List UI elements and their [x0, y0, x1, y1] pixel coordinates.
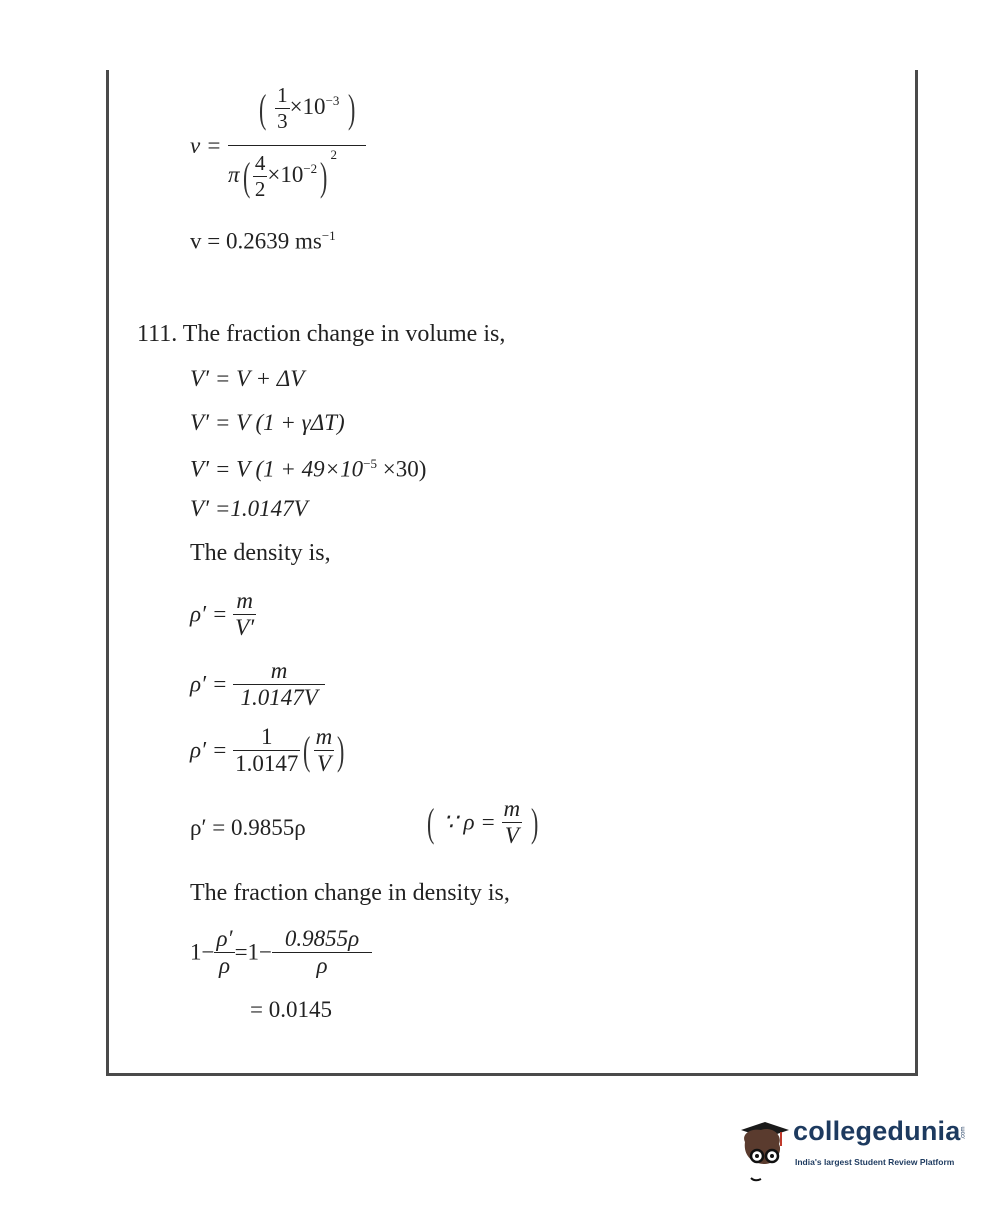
brand-name: collegedunia	[793, 1116, 961, 1146]
num-frac-num: 1	[277, 83, 288, 107]
eq-volume-4: V′ =1.0147V	[190, 496, 308, 521]
num-tail: ×10	[289, 93, 326, 119]
density-text: The density is,	[190, 540, 331, 566]
since-note: ( ∵ ρ = $\frac{m}{V}$ )	[426, 796, 539, 848]
v-denominator: π( $\frac{4}{2}$ $\times 10^{-2}$) $^2$	[228, 147, 338, 201]
den-pi: π	[228, 161, 240, 187]
v-lhs: v =	[190, 133, 222, 158]
den-frac-den: 2	[254, 177, 266, 201]
fraction-change-result: = 0.0145	[250, 997, 332, 1022]
rho-eq-2: ρ′ = $\frac{m}{1.0147V}$	[190, 658, 325, 711]
fraction-change-text: The fraction change in density is,	[190, 880, 510, 906]
den-tail: ×10	[267, 161, 304, 187]
den-power: 2	[330, 147, 338, 163]
rho-eq-4: ρ′ = 0.9855ρ	[190, 815, 306, 840]
v-fraction-bar	[228, 145, 366, 146]
brand-tagline: India's largest Student Review Platform	[795, 1157, 955, 1167]
fraction-change-eq: 1− $\frac{\rho'}{\rho}$ =1− $\frac{0.9855\rho}{\rho}$	[190, 926, 372, 979]
eq-volume-1: V′ = V + ΔV	[190, 366, 305, 391]
rho-eq-3: ρ′ = $\frac{1}{1.0147}$ ( $\frac{m}{V}$ )	[190, 724, 345, 776]
eq-volume-3: V′ = V $(1 + 49\times 10^{-5} \times 30)$	[190, 456, 427, 482]
eq-volume-2: V′ = V (1 + γΔT)	[190, 410, 345, 435]
num-frac-den: 3	[277, 109, 288, 133]
rho-eq-1: ρ′ = $\frac{m}{V'}$	[190, 588, 255, 640]
q111-heading: 111. The fraction change in volume is,	[137, 321, 506, 347]
brand-com: .com	[960, 1126, 967, 1140]
num-exp: −3	[325, 93, 340, 109]
den-frac-num: 4	[254, 151, 266, 175]
den-exp: −2	[303, 161, 318, 177]
v-numerator: ( $\frac{1}{3}$ $\times 10^{-3}$ )	[258, 83, 356, 133]
v-result: v = 0.2639 $ms^{-1}$	[190, 228, 336, 254]
